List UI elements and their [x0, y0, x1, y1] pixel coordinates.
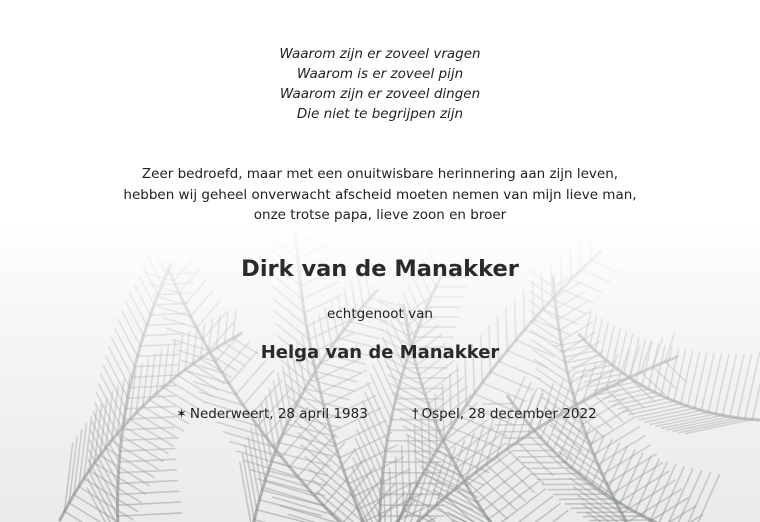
birth-text: Nederweert, 28 april 1983 [189, 406, 368, 422]
poem-line: Waarom is er zoveel pijn [296, 66, 464, 82]
announcement-text [0, 164, 760, 226]
spouse-name: Helga van de Manakker [260, 342, 500, 363]
poem-line: Waarom zijn er zoveel dingen [279, 86, 481, 102]
poem-line: Die niet te begrijpen zijn [296, 106, 464, 122]
star-icon: ✶ [176, 407, 187, 422]
announcement-line: hebben wij geheel onverwacht afscheid moeten nemen van mijn lieve man, [123, 186, 637, 203]
death-text: Ospel, 28 december 2022 [421, 406, 597, 422]
birth-info [176, 406, 368, 422]
poem-line: Waarom zijn er zoveel vragen [279, 46, 481, 62]
announcement-line: Zeer bedroefd, maar met een onuitwisbare herinnering aan zijn leven, [141, 166, 619, 182]
relation-label: echtgenoot van [327, 306, 433, 322]
announcement-line: onze trotse papa, lieve zoon en broer [253, 207, 507, 223]
cross-icon: † [412, 407, 419, 422]
deceased-name: Dirk van de Manakker [241, 256, 519, 282]
poem [0, 44, 760, 124]
death-info [412, 406, 597, 422]
